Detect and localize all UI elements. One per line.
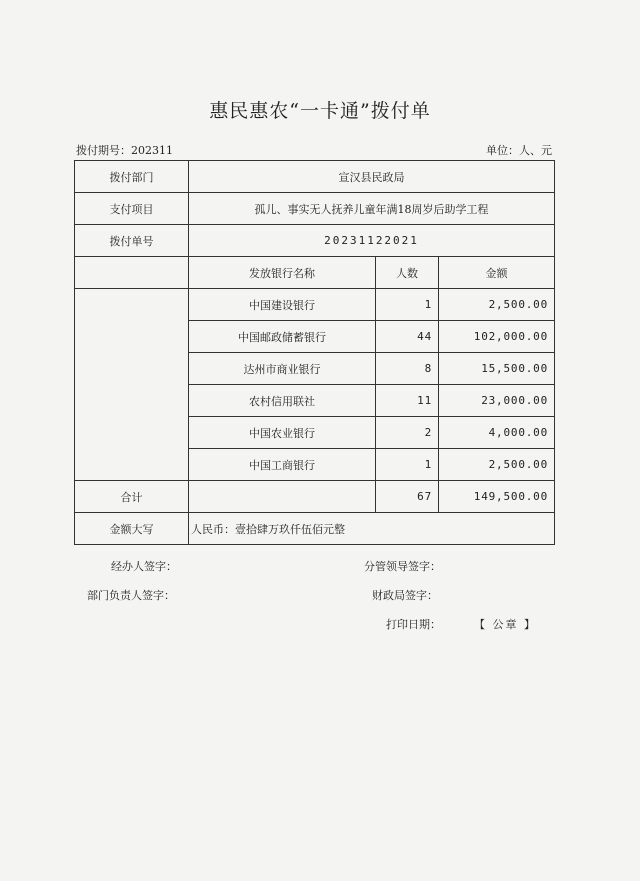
bank-name: 中国农业银行 <box>189 417 376 449</box>
dept-label: 拨付部门 <box>75 161 189 193</box>
bank-amount: 4,000.00 <box>439 417 555 449</box>
project-label: 支付项目 <box>75 193 189 225</box>
order-row <box>75 225 555 257</box>
bank-amount: 2,500.00 <box>439 289 555 321</box>
total-amount: 149,500.00 <box>439 481 555 513</box>
period-number: 拨付期号：202311 <box>76 144 173 157</box>
bank-name: 中国工商银行 <box>189 449 376 481</box>
total-row <box>75 481 555 513</box>
total-label: 合计 <box>75 481 189 513</box>
bank-name: 中国邮政储蓄银行 <box>189 321 376 353</box>
project-row <box>75 193 555 225</box>
dept-value: 宣汉县民政局 <box>189 161 555 193</box>
bank-amount: 23,000.00 <box>439 385 555 417</box>
bank-people: 2 <box>376 417 439 449</box>
bank-amount: 2,500.00 <box>439 449 555 481</box>
print-date-label: 打印日期： <box>386 618 441 631</box>
bank-people: 11 <box>376 385 439 417</box>
capital-label: 金额大写 <box>75 513 189 545</box>
unit-label: 单位：人、元 <box>486 144 552 157</box>
bank-amount: 15,500.00 <box>439 353 555 385</box>
dept-row <box>75 161 555 193</box>
table-row <box>75 289 555 321</box>
bank-name: 中国建设银行 <box>189 289 376 321</box>
handler-signature-label: 经办人签字： <box>111 560 177 573</box>
amount-column-header: 金额 <box>439 257 555 289</box>
empty-merged-cell <box>75 289 189 481</box>
finance-signature-label: 财政局签字： <box>372 589 438 602</box>
leader-signature-label: 分管领导签字： <box>364 560 441 573</box>
document-title: 惠民惠农“一卡通”拨付单 <box>209 100 431 122</box>
capital-row <box>75 513 555 545</box>
payment-table <box>74 160 555 545</box>
order-label: 拨付单号 <box>75 225 189 257</box>
people-column-header: 人数 <box>376 257 439 289</box>
dept-head-signature-label: 部门负责人签字： <box>87 589 175 602</box>
bank-column-header: 发放银行名称 <box>189 257 376 289</box>
column-header-row <box>75 257 555 289</box>
bank-people: 44 <box>376 321 439 353</box>
order-value: 20231122021 <box>189 225 555 257</box>
bank-people: 8 <box>376 353 439 385</box>
total-people: 67 <box>376 481 439 513</box>
empty-header-cell <box>75 257 189 289</box>
bank-people: 1 <box>376 449 439 481</box>
total-empty-cell <box>189 481 376 513</box>
capital-value: 人民币：壹拾肆万玖仟伍佰元整 <box>189 513 555 545</box>
bank-name: 农村信用联社 <box>189 385 376 417</box>
project-value: 孤儿、事实无人抚养儿童年满18周岁后助学工程 <box>189 193 555 225</box>
bank-name: 达州市商业银行 <box>189 353 376 385</box>
official-seal-label: 【 公章 】 <box>474 618 537 631</box>
bank-people: 1 <box>376 289 439 321</box>
bank-amount: 102,000.00 <box>439 321 555 353</box>
